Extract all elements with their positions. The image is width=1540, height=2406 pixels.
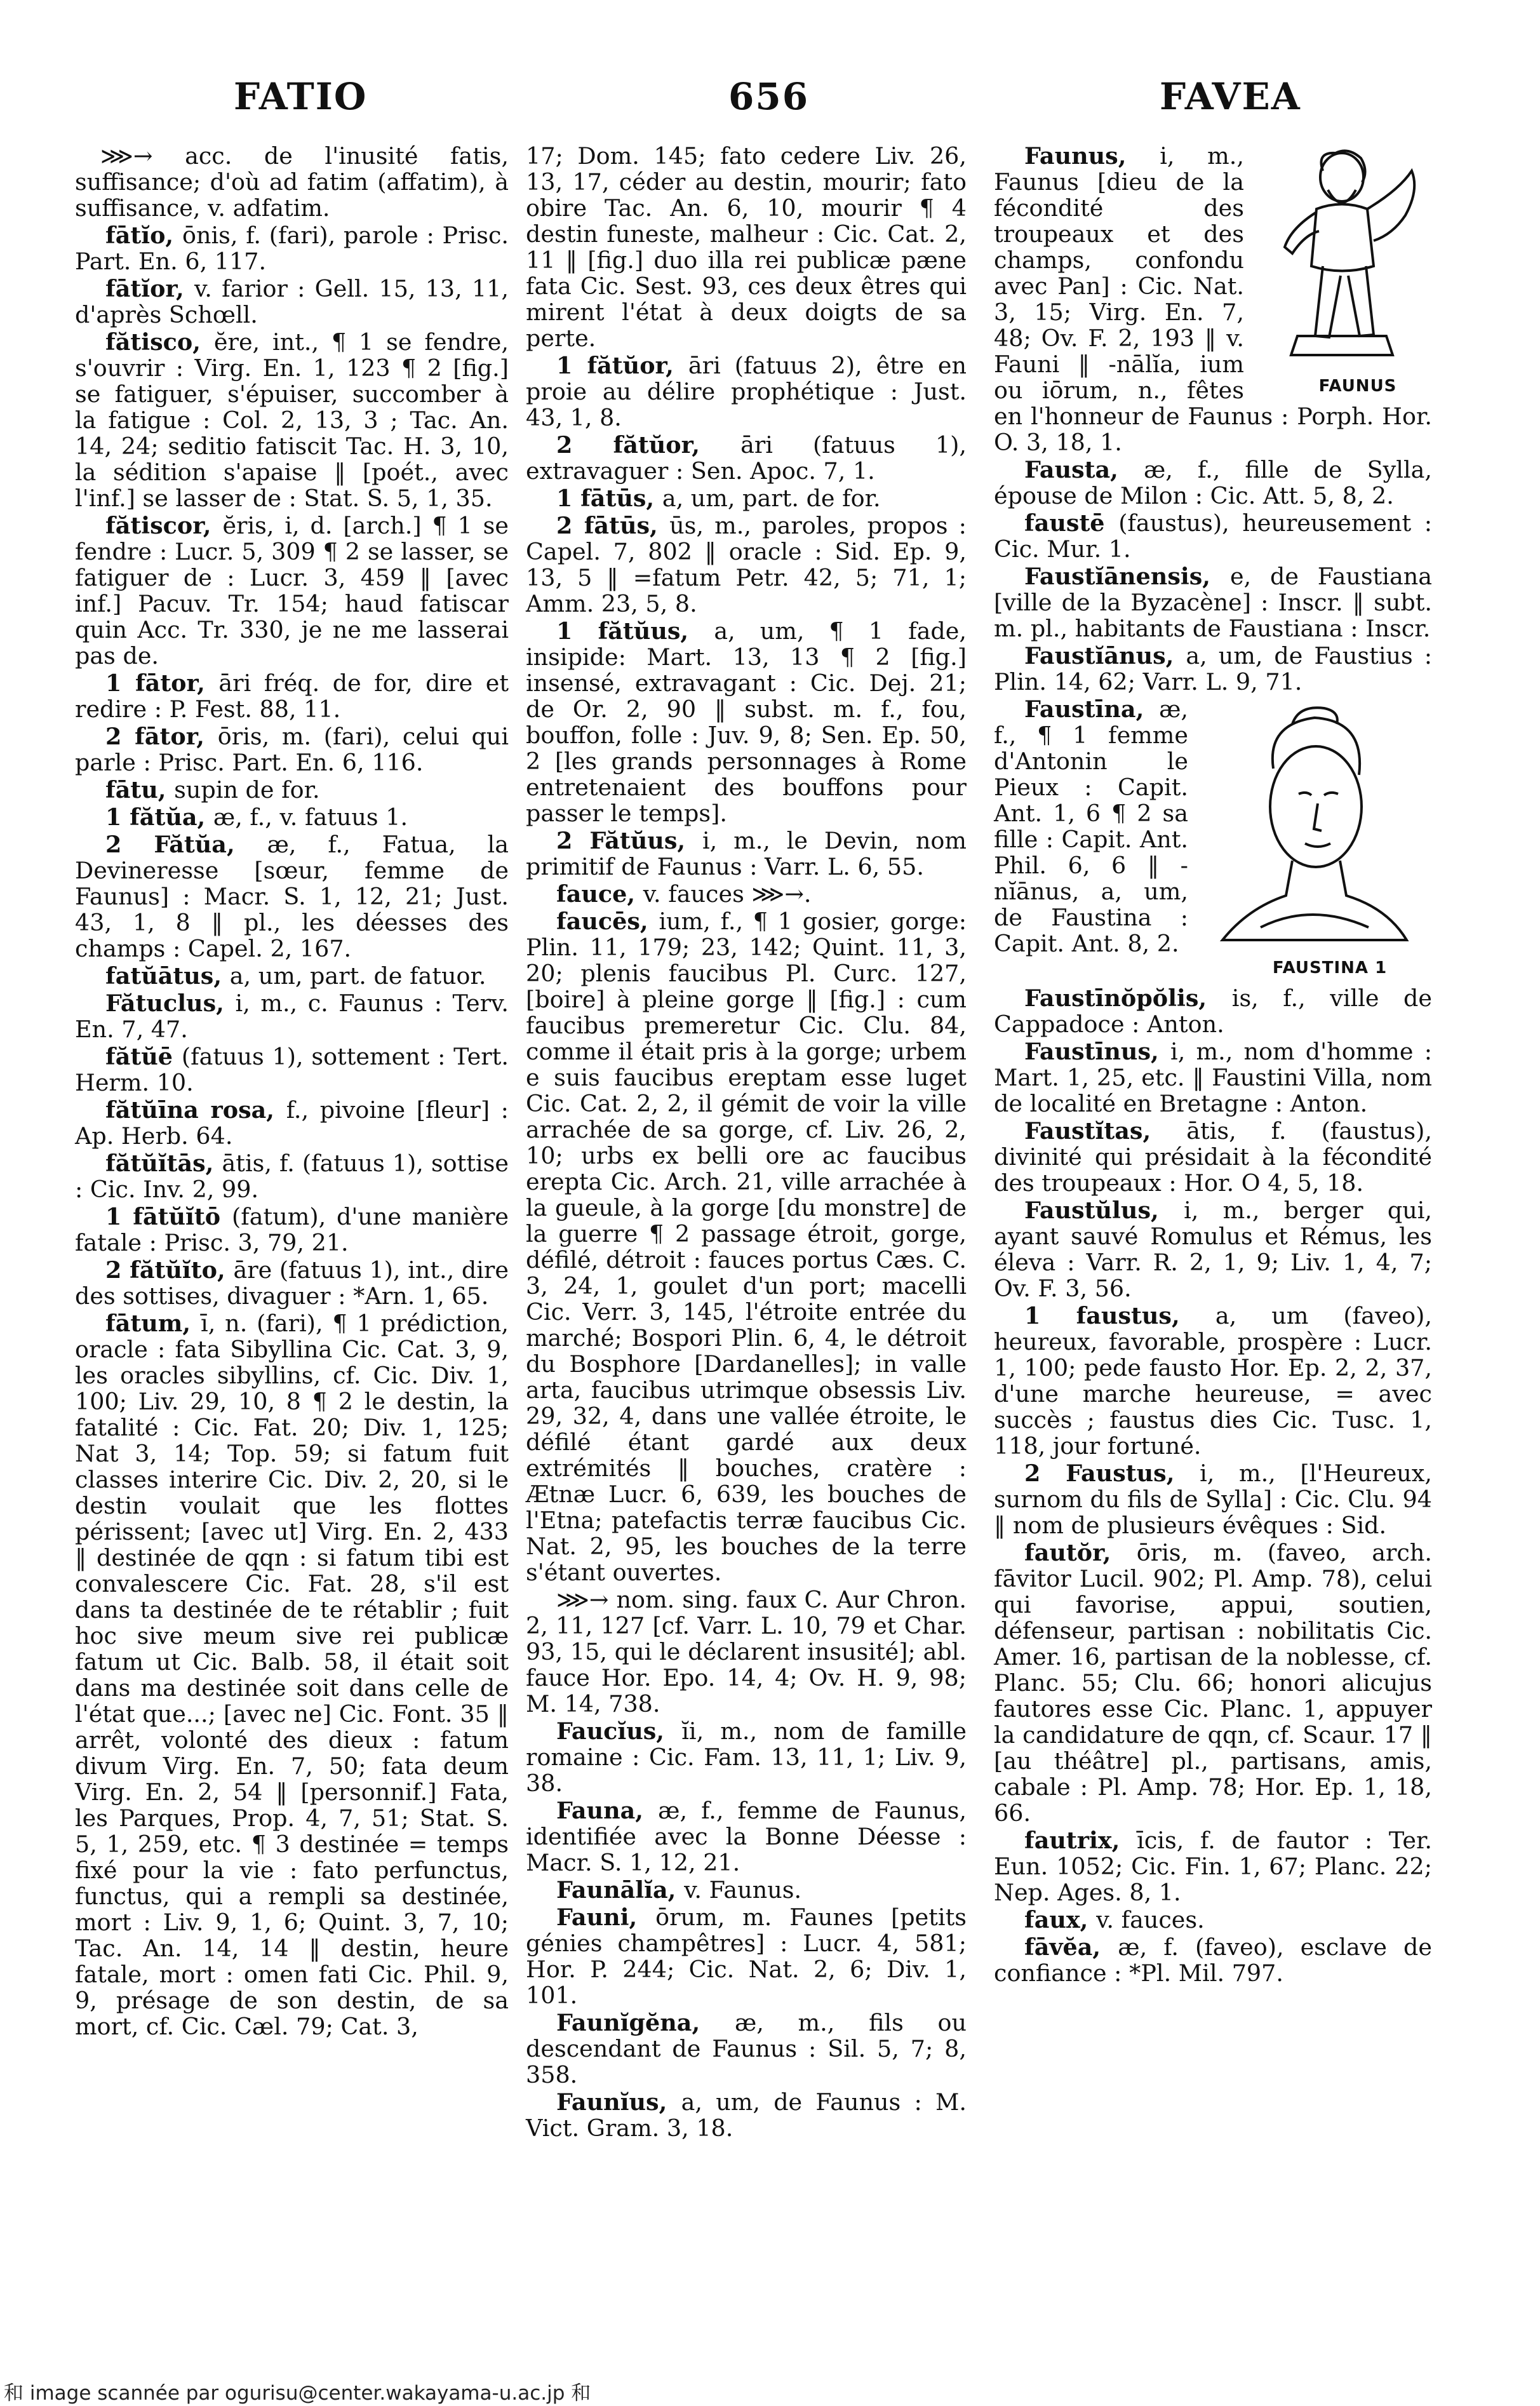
faunus-figure (1253, 145, 1432, 400)
entry-definition: a, um, ¶ 1 fade, insipide: Mart. 13, 13 ¶ 2 [fig.] insensé, extravagant : Cic. Dej. 21; de Or. 2, 90 ‖ subst. m. f., fou, bouffon, folle : Juv. 9, 8; Sen. Ep. 50, 2 [les grands personnages à Rome entretenaient des bouffons pour passer le temps]. (526, 617, 967, 827)
entry-definition: āri (fatuus 2), être en proie au délire prophétique : Just. 43, 1, 8. (526, 352, 967, 431)
headword: Faustĭtas, (1024, 1117, 1187, 1145)
dictionary-entry (75, 831, 509, 962)
dictionary-entry (994, 1038, 1432, 1117)
headword: 2 fātūs, (556, 512, 670, 539)
headword: faustē (1024, 509, 1119, 537)
dictionary-entry (75, 329, 509, 511)
entry-definition: i, m., nom d'homme : Mart. 1, 25, etc. ‖ Faustini Villa, nom de localité en Bretagne : Anton. (994, 1038, 1432, 1117)
entry-definition: ōris, m. (fari), celui qui parle : Prisc. Part. En. 6, 116. (75, 723, 509, 776)
dictionary-entry (994, 1540, 1432, 1826)
entry-definition: æ, f., femme de Faunus, identifiée avec la Bonne Déesse : Macr. S. 1, 12, 21. (526, 1797, 967, 1876)
dictionary-entry (526, 1798, 967, 1876)
headword: Fauna, (556, 1797, 659, 1824)
entry-definition: ōrum, m. Faunes [petits génies champêtres] : Lucr. 4, 581; Hor. P. 244; Cic. Nat. 2, 6; Div. 1, 101. (526, 1904, 967, 2009)
entry-definition: æ, f., Fatua, la Devineresse [sœur, femme de Faunus] : Macr. S. 1, 12, 21; Just. 43, 1, 8 ‖ pl., les déesses des champs : Capel. 2, 167. (75, 831, 509, 962)
headword: Faunĭgĕna, (556, 2009, 735, 2036)
headword: fătŭĭtās, (105, 1150, 222, 1177)
dictionary-entry (526, 353, 967, 431)
headword: Faunus, (1024, 142, 1160, 170)
headword: 1 faustus, (1024, 1302, 1215, 1329)
dictionary-entry (75, 143, 509, 221)
entry-definition: æ, f., ¶ 1 femme d'Antonin le Pieux : Capit. Ant. 1, 6 ¶ 2 sa fille : Capit. Ant. Phil. 6, 6 ‖ -nĭānus, a, um, de Faustina : Capit. Ant. 8, 2. (994, 696, 1188, 957)
dictionary-entry (526, 485, 967, 511)
page-number: 656 (728, 75, 810, 118)
headword: Faustīnŏpŏlis, (1024, 985, 1232, 1012)
headword: Faustŭlus, (1024, 1197, 1184, 1224)
header-left-word: FATIO (234, 75, 368, 118)
entry-definition: ⋙→ nom. sing. faux C. Aur Chron. 2, 11, 127 [cf. Varr. L. 10, 79 et Char. 93, 15, qui le déclarent insusité]; abl. fauce Hor. Epo. 14, 4; Ov. H. 9, 98; M. 14, 738. (526, 1586, 967, 1717)
entry-definition: a, um, de Faustius : Plin. 14, 62; Varr. L. 9, 71. (994, 642, 1432, 696)
entry-definition: f., pivoine [fleur] : Ap. Herb. 64. (75, 1096, 509, 1150)
dictionary-entry (526, 828, 967, 880)
headword: fātu, (105, 776, 175, 803)
headword: faux, (1024, 1906, 1097, 1933)
entry-definition: ium, f., ¶ 1 gosier, gorge: Plin. 11, 179; 23, 142; Quint. 11, 3, 20; plenis faucibus Pl. Curc. 127, [boire] à pleine gorge ‖ [fig.] : cum faucibus premeretur Cic. Clu. 84, comme il était pris à la gorge; urbem e suis faucibus ereptam esse luget Cic. Cat. 2, 2, il gémit de voir la ville arrachée de sa gorge, cf. Liv. 26, 2, 10; urbs ex belli ore ac faucibus erepta Cic. Arch. 21, ville arrachée à la gueule, à la gorge [du monstre] de la guerre ¶ 2 passage étroit, gorge, défilé, détroit : fauces portus Cæs. C. 3, 24, 1, goulet d'un port; macelli Cic. Verr. 3, 145, l'étroite entrée du marché; Bospori Plin. 6, 4, le détroit du Bosphore [Dardanelles]; in valle arta, faucibus utrimque obsessis Liv. 29, 32, 4, dans une vallée étroite, le défilé étant gardé aux deux extrémités ‖ bouches, cratère : Ætnæ Lucr. 6, 639, les bouches de l'Etna; patefactis terræ faucibus Cic. Nat. 2, 95, les bouches de la terre s'étant ouvertes. (526, 908, 967, 1586)
entry-definition: a, um, de Faunus : M. Vict. Gram. 3, 18. (526, 2088, 967, 2142)
dictionary-entry (75, 1204, 509, 1256)
dictionary-entry (526, 1587, 967, 1717)
dictionary-entry (994, 1934, 1432, 1986)
headword: 1 fātor, (105, 669, 219, 697)
headword: fātĭor, (105, 275, 194, 302)
entry-definition: æ, f. (faveo), esclave de confiance : *Pl. Mil. 797. (994, 1933, 1432, 1987)
headword: 2 fătŭĭto, (105, 1256, 234, 1284)
entry-definition: (fatuus 1), sottement : Tert. Herm. 10. (75, 1043, 509, 1096)
headword: Fătuclus, (105, 990, 236, 1017)
entry-definition: i, m., berger qui, ayant sauvé Romulus et Rémus, les éleva : Varr. R. 2, 1, 9; Liv. 1, 4, 7; Ov. F. 3, 56. (994, 1197, 1432, 1302)
headword: fătŭē (105, 1043, 182, 1070)
headword: 1 fātŭĭtō (105, 1203, 232, 1230)
headword: fătŭīna rosa, (105, 1096, 286, 1124)
entry-definition: ⋙→ acc. de l'inusité fatis, suffisance; d'où ad fatim (affatim), à suffisance, v. adfatim. (75, 142, 509, 222)
headword: fautŏr, (1024, 1539, 1137, 1566)
dictionary-entry (75, 804, 509, 830)
entry-definition: i, m., Faunus [dieu de la fécondité des troupeaux et des champs, confondu avec Pan] : Cic. Nat. 3, 15; Virg. En. 7, 48; Ov. F. 2, 193 ‖ v. Fauni ‖ -nālĭa, ium ou iōrum, n., fêtes en l'honneur de Faunus : Porph. Hor. O. 3, 18, 1. (994, 142, 1432, 456)
headword: Faustĭānus, (1024, 642, 1186, 669)
dictionary-entry (526, 2010, 967, 2088)
dictionary-entry (994, 563, 1432, 642)
dictionary-entry (75, 1044, 509, 1096)
entry-definition: āri fréq. de for, dire et redire : P. Fest. 88, 11. (75, 669, 509, 723)
entry-definition: æ, f., v. fatuus 1. (213, 803, 408, 831)
dictionary-entry (994, 1303, 1432, 1459)
entry-definition: āre (fatuus 1), int., dire des sottises, divaguer : *Arn. 1, 65. (75, 1256, 509, 1310)
figure-caption: FAUNUS (1318, 377, 1397, 396)
dictionary-entry (75, 222, 509, 274)
faunus-statue-illustration (1253, 145, 1432, 374)
headword: 1 fătŭor, (556, 352, 688, 379)
entry-definition: v. Faunus. (684, 1876, 802, 1904)
entry-definition: æ, f., fille de Sylla, épouse de Milon : Cic. Att. 5, 8, 2. (994, 456, 1432, 509)
dictionary-entry (75, 723, 509, 776)
entry-definition: v. fauces. (1096, 1906, 1205, 1933)
headword: Faunĭus, (556, 2088, 681, 2116)
dictionary-entry (75, 276, 509, 328)
entry-definition: ōris, m. (faveo, arch. fāvitor Lucil. 902; Pl. Amp. 78), celui qui favorise, appui, soutien, défenseur, partisan : nobilitatis Cic. Amer. 16, partisan de la noblesse, cf. Planc. 55; Clu. 66; honori alicujus fautores esse Cic. Planc. 1, appuyer la candidature de qqn, cf. Scaur. 17 ‖ [au théâtre] pl., partisans, amis, cabale : Pl. Amp. 78; Hor. Ep. 1, 18, 66. (994, 1539, 1432, 1827)
entry-definition: ĭi, m., nom de famille romaine : Cic. Fam. 13, 11, 1; Liv. 9, 38. (526, 1717, 967, 1797)
headword: 1 fătŭus, (556, 617, 714, 645)
dictionary-entry (75, 1310, 509, 2040)
entry-definition: ātis, f. (faustus), divinité qui présidait à la fécondité des troupeaux : Hor. O 4, 5, 18. (994, 1117, 1432, 1197)
entry-definition: i, m., c. Faunus : Terv. En. 7, 47. (75, 990, 509, 1043)
entry-definition: a, um, part. de for. (662, 485, 881, 512)
dictionary-entry (526, 432, 967, 484)
entry-definition: āri (fatuus 1), extravaguer : Sen. Apoc. 7, 1. (526, 431, 967, 485)
headword: Faustīnus, (1024, 1038, 1171, 1065)
headword: 2 Fătŭus, (556, 827, 702, 854)
dictionary-entry (994, 696, 1432, 978)
headword: 2 fātor, (105, 723, 218, 750)
dictionary-entry (994, 1460, 1432, 1538)
entry-definition: ĕris, i, d. [arch.] ¶ 1 se fendre : Lucr. 5, 309 ¶ 2 se lasser, se fatiguer de : Lucr. 3, 459 ‖ [avec inf.] Pacuv. Tr. 154; haud fatiscar quin Acc. Tr. 330, je ne me lasserai pas de. (75, 512, 509, 669)
dictionary-entry (994, 143, 1432, 455)
dictionary-entry (75, 513, 509, 669)
headword: 1 fātūs, (556, 485, 662, 512)
dictionary-entry (994, 457, 1432, 509)
headword: 2 Fătŭa, (105, 831, 267, 858)
headword: fătisco, (105, 328, 214, 356)
entry-definition: a, um (faveo), heureux, favorable, prospère : Lucr. 1, 100; pede fausto Hor. Ep. 2, 2, 37, d'une marche heureuse, = avec succès ; faustus dies Cic. Tusc. 1, 118, jour fortuné. (994, 1302, 1432, 1460)
faustina-bust-illustration (1197, 699, 1432, 959)
headword: fatŭātus, (105, 962, 230, 990)
dictionary-entry (75, 1150, 509, 1202)
scan-credit: 和 image scannée par ogurisu@center.wakayama-u.ac.jp 和 (4, 2382, 591, 2405)
headword: faucēs, (556, 908, 659, 935)
headword: fātum, (105, 1310, 201, 1337)
dictionary-entry (526, 908, 967, 1585)
entry-definition: (faustus), heureusement : Cic. Mur. 1. (994, 509, 1432, 563)
headword: fautrix, (1024, 1827, 1137, 1854)
dictionary-entry (526, 1718, 967, 1796)
dictionary-entry (526, 2089, 967, 2141)
headword: fătiscor, (105, 512, 223, 539)
entry-definition: i, m., [l'Heureux, surnom du fils de Sylla] : Cic. Clu. 94 ‖ nom de plusieurs évêques : Sid. (994, 1460, 1432, 1539)
column-1 (75, 143, 509, 2041)
entry-definition: (fatum), d'une manière fatale : Prisc. 3, 79, 21. (75, 1203, 509, 1256)
entry-definition: æ, m., fils ou descendant de Faunus : Sil. 5, 7; 8, 358. (526, 2009, 967, 2088)
headword: Faucĭus, (556, 1717, 682, 1745)
entry-definition: i, m., le Devin, nom primitif de Faunus : Varr. L. 6, 55. (526, 827, 967, 880)
figure-caption: FAUSTINA 1 (1272, 958, 1388, 978)
dictionary-entry (526, 618, 967, 826)
headword: Faustīna, (1024, 696, 1160, 723)
dictionary-entry (526, 143, 967, 351)
entry-definition: v. fauces ⋙→. (643, 880, 812, 908)
headword: 1 fătŭa, (105, 803, 213, 831)
entry-definition: is, f., ville de Cappadoce : Anton. (994, 985, 1433, 1038)
entry-definition: 17; Dom. 145; fato cedere Liv. 26, 13, 17, céder au destin, mourir; fato obire Tac. An. 6, 10, mourir ¶ 4 destin funeste, malheur : Cic. Cat. 2, 11 ‖ [fig.] duo illa rei publicæ pæne fata Cic. Sest. 93, ces deux êtres qui mirent l'état à deux doigts de sa perte. (526, 142, 967, 352)
entry-definition: e, de Faustiana [ville de la Byzacène] : Inscr. ‖ subt. m. pl., habitants de Faustiana : Inscr. (994, 563, 1432, 642)
column-2 (526, 143, 967, 2142)
dictionary-entry (75, 990, 509, 1042)
dictionary-entry (75, 670, 509, 722)
headword: fauce, (556, 880, 643, 908)
entry-definition: ĕre, int., ¶ 1 se fendre, s'ouvrir : Virg. En. 1, 123 ¶ 2 [fig.] se fatiguer, s'épuiser, succomber à la fatigue : Col. 2, 13, 3 ; Tac. An. 14, 24; seditio fatiscit Tac. H. 3, 10, la sédition s'apaise ‖ [poét., avec l'inf.] se lasser de : Stat. S. 5, 1, 35. (75, 328, 509, 512)
headword: fāvĕa, (1024, 1933, 1118, 1961)
headword: Fauni, (556, 1904, 656, 1931)
dictionary-entry (75, 1097, 509, 1149)
entry-definition: supin de for. (174, 776, 320, 803)
column-3 (994, 143, 1432, 1987)
entry-definition: īcis, f. de fautor : Ter. Eun. 1052; Cic. Fin. 1, 67; Planc. 22; Nep. Ages. 8, 1. (994, 1827, 1432, 1906)
headword: 2 fătŭor, (556, 431, 741, 459)
dictionary-entry (994, 1197, 1432, 1301)
headword: 2 Faustus, (1024, 1460, 1200, 1487)
dictionary-entry (994, 1827, 1432, 1905)
dictionary-entry (994, 1118, 1432, 1196)
dictionary-entry (526, 1904, 967, 2008)
headword: Faunālĭa, (556, 1876, 685, 1904)
dictionary-entry (994, 643, 1432, 695)
dictionary-entry (526, 881, 967, 907)
headword: Faustĭānensis, (1024, 563, 1230, 590)
dictionary-entry (526, 513, 967, 617)
entry-definition: v. farior : Gell. 15, 13, 11, d'après Schœll. (75, 275, 509, 328)
entry-definition: ātis, f. (fatuus 1), sottise : Cic. Inv. 2, 99. (75, 1150, 509, 1203)
dictionary-entry (994, 1907, 1432, 1933)
dictionary-entry (526, 1877, 967, 1903)
entry-definition: ōnis, f. (fari), parole : Prisc. Part. En. 6, 117. (75, 222, 509, 275)
dictionary-entry (994, 510, 1432, 562)
entry-definition: a, um, part. de fatuor. (229, 962, 486, 990)
entry-definition: ī, n. (fari), ¶ 1 prédiction, oracle : fata Sibyllina Cic. Cat. 3, 9, les oracles sibyllins, cf. Cic. Div. 1, 100; Liv. 29, 10, 8 ¶ 2 le destin, la fatalité : Cic. Fat. 20; Div. 1, 125; Nat 3, 14; Top. 59; si fatum fuit classes interire Cic. Div. 2, 20, si le destin voulait que les flottes périssent; [avec ut] Virg. En. 2, 433 ‖ destinée de qqn : si fatum tibi est convalescere Cic. Fat. 28, s'il est dans ta destinée de te rétablir ; fuit hoc sive meum sive rei publicæ fatum ut Cic. Balb. 58, il était soit dans ma destinée soit dans celle de l'état que...; [avec ne] Cic. Font. 35 ‖ arrêt, volonté des dieux : fatum divum Virg. En. 7, 50; fata deum Virg. En. 2, 54 ‖ [personnif.] Fata, les Parques, Prop. 4, 7, 51; Stat. S. 5, 1, 259, etc. ¶ 3 destinée = temps fixé pour la vie : fato perfunctus, functus, qui a rempli sa destinée, mort : Liv. 9, 1, 6; Quint. 3, 7, 10; Tac. An. 14, 14 ‖ destin, heure fatale, mort : omen fati Cic. Phil. 9, 9, présage de son destin, de sa mort, cf. Cic. Cæl. 79; Cat. 3, (75, 1310, 509, 2040)
headword: Fausta, (1024, 456, 1144, 483)
dictionary-entry (75, 777, 509, 803)
entry-definition: ūs, m., paroles, propos : Capel. 7, 802 ‖ oracle : Sid. Ep. 9, 13, 5 ‖ =fatum Petr. 42, 5; 71, 1; Amm. 23, 5, 8. (526, 512, 967, 617)
dictionary-entry (75, 963, 509, 989)
header-right-word: FAVEA (1160, 75, 1301, 118)
faustina-figure (1197, 699, 1432, 981)
dictionary-entry (75, 1257, 509, 1309)
headword: fātĭo, (105, 222, 182, 249)
